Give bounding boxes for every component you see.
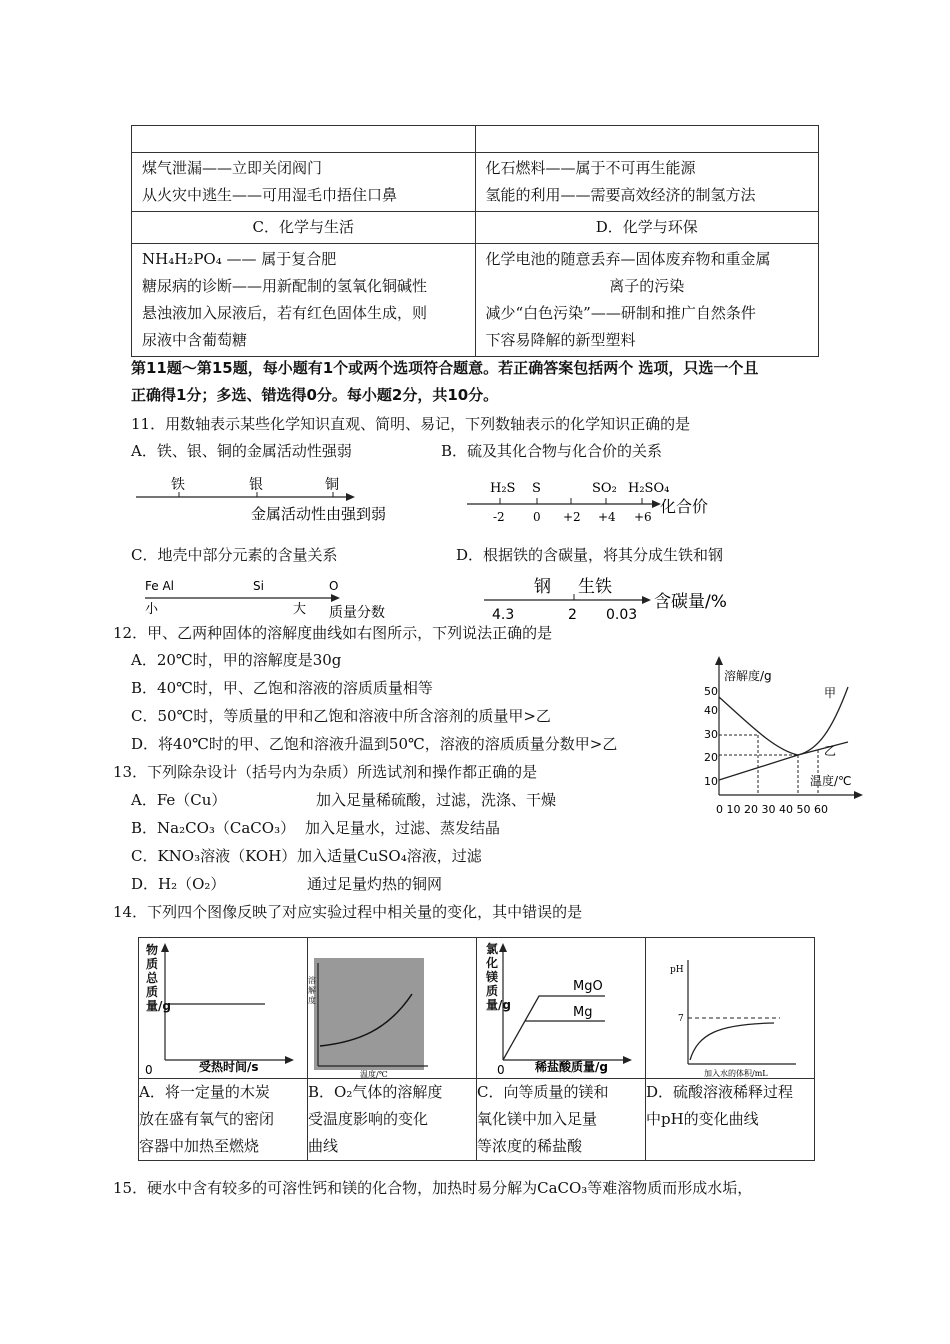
q13-method-c: 加入适量CuSO₄溶液，过滤 — [297, 847, 482, 865]
header-a — [132, 126, 476, 153]
y-label: 氯化镁质量/g — [486, 942, 511, 1012]
x-label: 受热时间/s — [199, 1060, 259, 1074]
text-line: 悬浊液加入尿液后，若有红色固体生成，则 — [142, 304, 428, 322]
caption-line: 曲线 — [308, 1137, 339, 1155]
origin-label: 0 — [497, 1063, 505, 1077]
q11-option-d: D．根据铁的含碳量，将其分成生铁和钢 — [456, 546, 724, 564]
y-tick: 50 — [704, 685, 718, 698]
label-mg: Mg — [573, 1005, 593, 1020]
caption-line: 受温度影响的变化 — [308, 1110, 429, 1128]
arrow-icon — [642, 596, 651, 604]
q14-graph-table — [138, 937, 815, 1161]
x-label: 稀盐酸质量/g — [535, 1060, 608, 1074]
q11-option-c: C．地壳中部分元素的含量关系 — [131, 546, 338, 564]
caption-a — [139, 1079, 308, 1161]
caption-d — [646, 1079, 815, 1161]
text-line: 下容易降解的新型塑料 — [485, 331, 636, 349]
caption-line: 中pH的变化曲线 — [646, 1110, 759, 1128]
label-so2: SO₂ — [592, 481, 617, 496]
text-line: 离子的污染 — [609, 277, 685, 295]
q13-option-a: A．Fe（Cu） — [131, 791, 227, 809]
tick-label: +6 — [634, 510, 652, 524]
q12-option-a: A．20℃时，甲的溶解度是30g — [131, 651, 342, 669]
y-label: 物质总质量/g — [146, 943, 171, 1013]
x-ticks: 0 10 20 30 40 50 60 — [716, 803, 828, 816]
q13-option-c: C．KNO₃溶液（KOH） — [131, 847, 297, 865]
arrow-icon — [285, 1056, 294, 1064]
axis-caption: 含碳量/% — [654, 592, 727, 612]
label-small: 小 — [145, 602, 159, 617]
label-h2s: H₂S — [490, 481, 516, 496]
text-line: 从火灾中逃生——可用湿毛巾捂住口鼻 — [142, 186, 398, 204]
caption-line: D．硫酸溶液稀释过程 — [646, 1083, 794, 1101]
tick-label: 0.03 — [606, 607, 638, 623]
header-b — [475, 126, 819, 153]
text-line: 煤气泄漏——立即关闭阀门 — [142, 159, 323, 177]
y-label: 溶解度/g — [724, 669, 772, 683]
axis-c-figure — [143, 572, 433, 622]
text-line: 化石燃料——属于不可再生能源 — [485, 159, 696, 177]
label-mgo: MgO — [573, 979, 603, 994]
text-line: 糖尿病的诊断——用新配制的氢氧化铜碱性 — [142, 277, 428, 295]
cell-c — [132, 244, 476, 357]
label-s: S — [532, 481, 541, 496]
graph-cell-c — [477, 938, 646, 1079]
label-big: 大 — [293, 602, 307, 617]
axis-caption: 金属活动性由强到弱 — [251, 505, 387, 523]
q12-option-b: B．40℃时，甲、乙饱和溶液的溶质质量相等 — [131, 679, 433, 697]
y-tick: 30 — [704, 728, 718, 741]
caption-line: 氧化镁中加入足量 — [477, 1110, 598, 1128]
arrow-icon — [346, 493, 355, 501]
caption-line: A．将一定量的木炭 — [139, 1083, 270, 1101]
arrow-icon — [854, 791, 863, 799]
graph-cell-d — [646, 938, 815, 1079]
q13-option-d: D．H₂（O₂） — [131, 875, 226, 893]
q13-method-a: 加入足量稀硫酸，过滤，洗涤、干燥 — [316, 791, 557, 809]
q11-option-b: B．硫及其化合物与化合价的关系 — [441, 442, 663, 460]
text-line: 尿液中含葡萄糖 — [142, 331, 248, 349]
caption-line: 等浓度的稀盐酸 — [477, 1137, 583, 1155]
label-cu: 铜 — [325, 477, 339, 493]
solubility-graph — [700, 655, 870, 820]
text-line: 化学电池的随意丢弃—固体废弃物和重金属 — [485, 250, 771, 268]
arrow-icon — [715, 656, 723, 665]
tick-label: 4.3 — [492, 607, 515, 623]
text-line: NH₄H₂PO₄ —— 属于复合肥 — [142, 250, 337, 268]
y-tick: 10 — [704, 775, 718, 788]
axis-caption: 化合价 — [660, 497, 709, 516]
label-h2so4: H₂SO₄ — [628, 481, 670, 496]
x-label: 温度/℃ — [810, 774, 852, 788]
caption-line: C．向等质量的镁和 — [477, 1083, 609, 1101]
top-table — [131, 125, 819, 357]
label-steel: 钢 — [534, 577, 551, 597]
ph-curve — [690, 1023, 774, 1060]
y-label: 溶解度 — [308, 976, 316, 1005]
label-yi: 乙 — [824, 744, 837, 758]
q11-stem: 11．用数轴表示某些化学知识直观、简明、易记，下列数轴表示的化学知识正确的是 — [131, 415, 691, 433]
graph-b — [308, 938, 476, 1078]
label-fe-al: Fe Al — [145, 579, 174, 593]
label-7: 7 — [678, 1014, 684, 1024]
tick-label: +4 — [598, 510, 616, 524]
tick-label: 2 — [568, 607, 577, 623]
caption-line: B．O₂气体的溶解度 — [308, 1083, 443, 1101]
y-tick: 20 — [704, 751, 718, 764]
label-o: O — [329, 579, 339, 593]
q14-stem: 14．下列四个图像反映了对应实验过程中相关量的变化，其中错误的是 — [113, 903, 583, 921]
q13-option-b: B．Na₂CO₃（CaCO₃） — [131, 819, 296, 837]
cell-d — [475, 244, 819, 357]
text-line: 减少“白色污染”——研制和推广自然条件 — [485, 304, 756, 322]
q13-stem: 13．下列除杂设计（括号内为杂质）所选试剂和操作都正确的是 — [113, 763, 538, 781]
label-fe: 铁 — [171, 477, 185, 493]
caption-c — [477, 1079, 646, 1161]
caption-b — [308, 1079, 477, 1161]
y-label: pH — [670, 965, 684, 975]
x-label: 加入水的体积/mL — [704, 1069, 768, 1078]
label-pig-iron: 生铁 — [578, 577, 612, 597]
caption-line: 容器中加热至燃烧 — [139, 1137, 260, 1155]
axis-a-figure — [131, 470, 421, 525]
q12-option-d: D．将40℃时的甲、乙饱和溶液升温到50℃，溶液的溶质质量分数甲>乙 — [131, 735, 618, 753]
tick-label: +2 — [563, 510, 581, 524]
cell-b — [475, 153, 819, 212]
q12-option-c: C．50℃时，等质量的甲和乙饱和溶液中所含溶剂的质量甲>乙 — [131, 707, 551, 725]
x-label: 温度/℃ — [360, 1070, 388, 1078]
header-d: D．化学与环保 — [475, 212, 819, 244]
arrow-icon — [161, 943, 169, 952]
label-ag: 银 — [249, 477, 263, 493]
section-note-line1: 第11题～第15题，每小题有1个或两个选项符合题意。若正确答案包括两个 选项，只选一个且 — [131, 359, 759, 377]
section-note-line2: 正确得1分；多选、错选得0分。每小题2分，共10分。 — [131, 386, 499, 404]
q15-stem: 15．硬水中含有较多的可溶性钙和镁的化合物，加热时易分解为CaCO₃等难溶物质而形成水垢， — [113, 1179, 753, 1197]
cell-a — [132, 153, 476, 212]
caption-line: 放在盛有氧气的密闭 — [139, 1110, 275, 1128]
q11-option-a: A．铁、银、铜的金属活动性强弱 — [131, 442, 352, 460]
q13-method-d: 通过足量灼热的铜网 — [307, 875, 443, 893]
label-jia: 甲 — [824, 686, 837, 700]
solubility-curve — [320, 994, 412, 1046]
tick-label: -2 — [493, 510, 505, 524]
axis-d-figure — [482, 572, 782, 624]
tick-label: 0 — [533, 510, 541, 524]
q13-method-b: 加入足量水，过滤、蒸发结晶 — [305, 819, 501, 837]
axis-caption: 质量分数 — [329, 605, 385, 621]
arrow-icon — [331, 594, 340, 602]
text-line: 氢能的利用——需要高效经济的制氢方法 — [485, 186, 756, 204]
graph-cell-a — [139, 938, 308, 1079]
graph-d — [646, 938, 814, 1078]
origin-label: 0 — [145, 1063, 153, 1077]
arrow-icon — [623, 1056, 632, 1064]
y-tick: 40 — [704, 704, 718, 717]
axis-b-figure — [462, 470, 722, 528]
arrow-icon — [499, 943, 507, 952]
graph-cell-b — [308, 938, 477, 1079]
header-c: C．化学与生活 — [132, 212, 476, 244]
q12-stem: 12．甲、乙两种固体的溶解度曲线如右图所示，下列说法正确的是 — [113, 624, 553, 642]
label-si: Si — [253, 579, 264, 593]
